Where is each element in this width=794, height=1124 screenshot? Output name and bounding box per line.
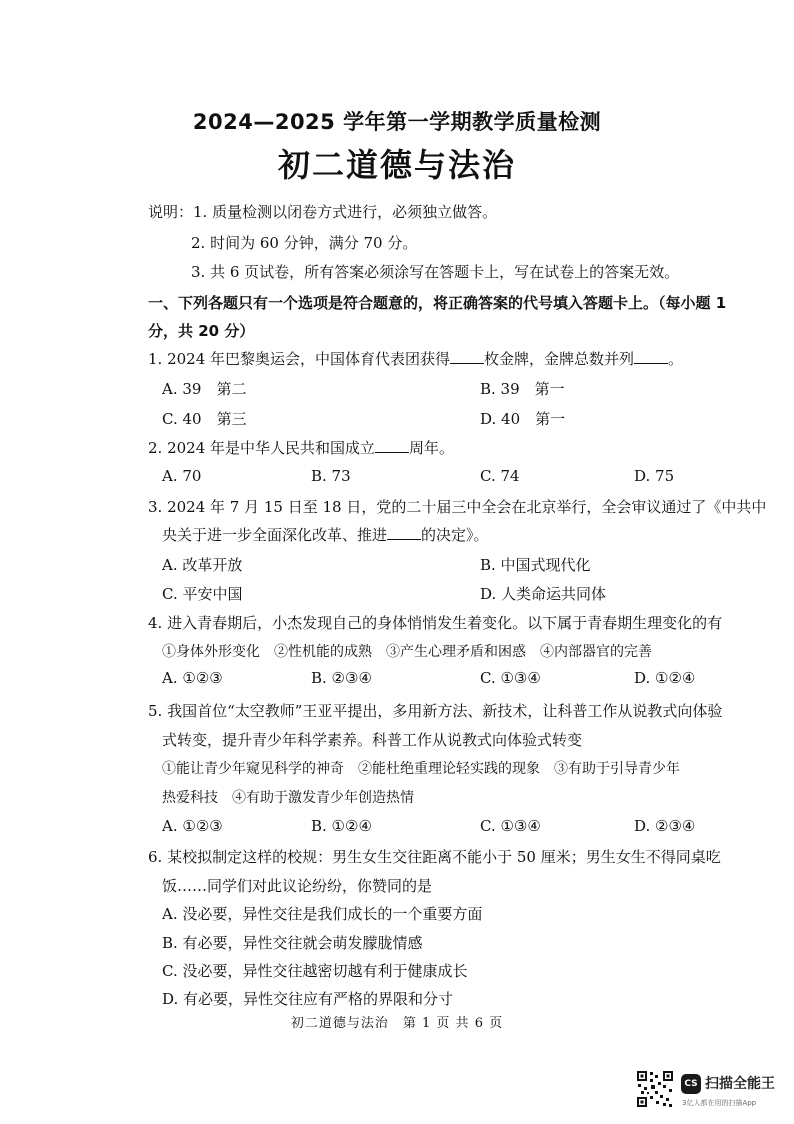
question-1-option-d: D. 40 第一: [480, 410, 566, 428]
page-footer: 初二道德与法治 第 1 页 共 6 页: [290, 1016, 504, 1031]
question-6-option-a: A. 没必要，异性交往是我们成长的一个重要方面: [162, 905, 483, 923]
exam-title: 2024—2025 学年第一学期教学质量检测: [192, 110, 602, 134]
instruction-1: 说明：1. 质量检测以闭卷方式进行，必须独立做答。: [148, 203, 498, 221]
scanner-tagline: 3亿人都在用的扫描App: [682, 1099, 757, 1107]
question-3-option-a: A. 改革开放: [162, 556, 243, 574]
question-4-option-a: A. ①②③: [162, 669, 223, 687]
question-3-option-c: C. 平安中国: [162, 585, 243, 603]
question-6-option-b: B. 有必要，异性交往就会萌发朦胧情感: [162, 934, 423, 952]
question-5-option-c: C. ①③④: [480, 817, 541, 835]
question-3-option-d: D. 人类命运共同体: [480, 585, 607, 603]
question-3-stem-cont: 央关于进一步全面深化改革、推进 的决定》。: [162, 526, 489, 544]
instruction-lead: 说明：: [148, 203, 194, 221]
question-2-option-d: D. 75: [634, 467, 675, 485]
question-5-items-cont: 热爱科技 ④有助于激发青少年创造热情: [162, 790, 414, 806]
qr-code-icon: [636, 1070, 674, 1108]
question-1-option-c: C. 40 第三: [162, 410, 247, 428]
question-6-stem: 6. 某校拟制定这样的校规：男生女生交往距离不能小于 50 厘米；男生女生不得同桌吃: [148, 848, 721, 866]
answer-blank: [634, 349, 668, 364]
question-1-option-a: A. 39 第二: [162, 380, 247, 398]
question-4-items: ①身体外形变化 ②性机能的成熟 ③产生心理矛盾和困惑 ④内部器官的完善: [162, 644, 652, 660]
question-3-option-b: B. 中国式现代化: [480, 556, 591, 574]
section-heading-cont: 分，共 20 分）: [148, 322, 255, 340]
question-5-items: ①能让青少年窥见科学的神奇 ②能杜绝重理论轻实践的现象 ③有助于引导青少年: [162, 761, 680, 777]
answer-blank: [375, 438, 409, 453]
question-2-option-a: A. 70: [162, 467, 202, 485]
subject-title: 初二道德与法治: [277, 146, 516, 184]
question-5-stem-cont: 式转变，提升青少年科学素养。科普工作从说教式向体验式转变: [162, 731, 583, 749]
question-5-option-a: A. ①②③: [162, 817, 223, 835]
question-2-option-b: B. 73: [311, 467, 351, 485]
question-3-stem: 3. 2024 年 7 月 15 日至 18 日，党的二十届三中全会在北京举行，全会审议通过了《中共中: [148, 498, 767, 516]
question-6-option-d: D. 有必要，异性交往应有严格的界限和分寸: [162, 990, 454, 1008]
question-5-stem: 5. 我国首位“太空教师”王亚平提出，多用新方法、新技术，让科普工作从说教式向体验: [148, 702, 723, 720]
question-1-option-b: B. 39 第一: [480, 380, 565, 398]
question-6-stem-cont: 饭……同学们对此议论纷纷，你赞同的是: [162, 877, 433, 895]
section-heading: 一、下列各题只有一个选项是符合题意的，将正确答案的代号填入答题卡上。（每小题 1: [148, 294, 727, 312]
answer-blank: [450, 349, 484, 364]
question-2-option-c: C. 74: [480, 467, 520, 485]
instruction-3: 3. 共 6 页试卷，所有答案必须涂写在答题卡上，写在试卷上的答案无效。: [191, 263, 680, 281]
scanner-app-name: 扫描全能王: [705, 1076, 775, 1092]
question-4-option-d: D. ①②④: [634, 669, 696, 687]
question-4-stem: 4. 进入青春期后，小杰发现自己的身体悄悄发生着变化。以下属于青春期生理变化的有: [148, 614, 723, 632]
camscanner-logo: CS: [681, 1074, 701, 1094]
question-5-option-b: B. ①②④: [311, 817, 372, 835]
question-6-option-c: C. 没必要，异性交往越密切越有利于健康成长: [162, 962, 468, 980]
question-5-option-d: D. ②③④: [634, 817, 696, 835]
instruction-2: 2. 时间为 60 分钟，满分 70 分。: [191, 234, 418, 252]
question-4-option-b: B. ②③④: [311, 669, 372, 687]
question-2-stem: 2. 2024 年是中华人民共和国成立 周年。: [148, 439, 455, 457]
answer-blank: [387, 525, 421, 540]
question-1-stem: 1. 2024 年巴黎奥运会，中国体育代表团获得 枚金牌，金牌总数并列 。: [148, 350, 684, 368]
question-4-option-c: C. ①③④: [480, 669, 541, 687]
